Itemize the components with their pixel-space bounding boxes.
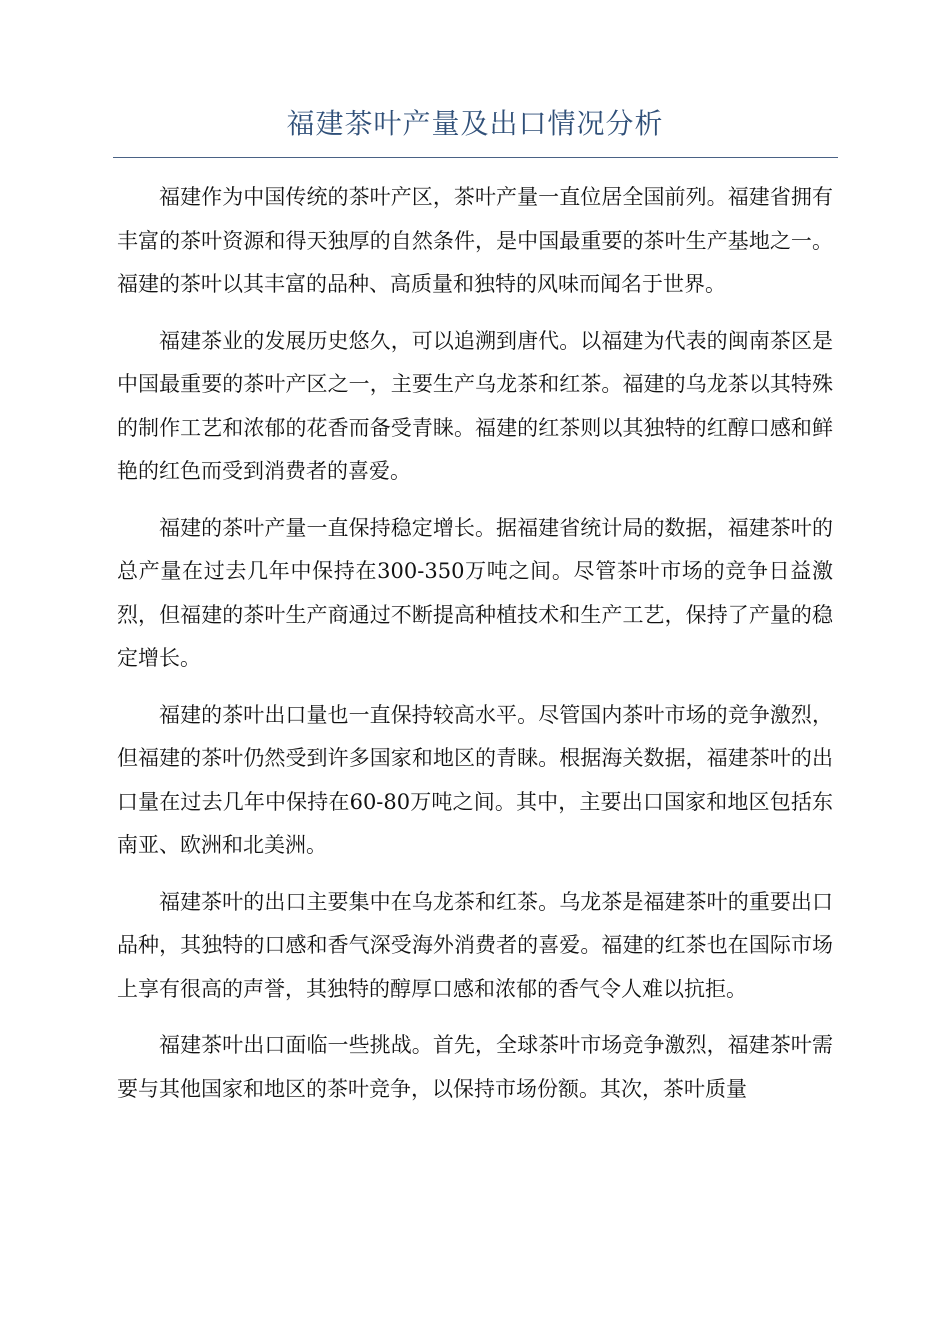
paragraph-6: 福建茶叶出口面临一些挑战。首先，全球茶叶市场竞争激烈，福建茶叶需要与其他国家和地区的茶叶竞争，以保持市场份额。其次，茶叶质量 <box>117 1033 833 1101</box>
paragraph-4: 福建的茶叶出口量也一直保持较高水平。尽管国内茶叶市场的竞争激烈，但福建的茶叶仍然受到许多国家和地区的青睐。根据海关数据，福建茶叶的出口量在过去几年中保持在60-80万吨之间。其中，主要出口国家和地区包括东南亚、欧洲和北美洲。 <box>117 702 833 857</box>
document-body <box>117 176 833 1124</box>
paragraph-2: 福建茶业的发展历史悠久，可以追溯到唐代。以福建为代表的闽南茶区是中国最重要的茶叶产区之一，主要生产乌龙茶和红茶。福建的乌龙茶以其特殊的制作工艺和浓郁的花香而备受青睐。福建的红茶则以其独特的红醇口感和鲜艳的红色而受到消费者的喜爱。 <box>117 328 833 483</box>
document-title: 福建茶叶产量及出口情况分析 <box>286 107 664 140</box>
paragraph-1: 福建作为中国传统的茶叶产区，茶叶产量一直位居全国前列。福建省拥有丰富的茶叶资源和得天独厚的自然条件，是中国最重要的茶叶生产基地之一。福建的茶叶以其丰富的品种、高质量和独特的风味而闻名于世界。 <box>117 185 833 296</box>
paragraph-5: 福建茶叶的出口主要集中在乌龙茶和红茶。乌龙茶是福建茶叶的重要出口品种，其独特的口感和香气深受海外消费者的喜爱。福建的红茶也在国际市场上享有很高的声誉，其独特的醇厚口感和浓郁的香气令人难以抗拒。 <box>117 889 833 1001</box>
title-divider <box>113 157 838 158</box>
paragraph-3: 福建的茶叶产量一直保持稳定增长。据福建省统计局的数据，福建茶叶的总产量在过去几年中保持在300-350万吨之间。尽管茶叶市场的竞争日益激烈，但福建的茶叶生产商通过不断提高种植技术和生产工艺，保持了产量的稳定增长。 <box>117 515 833 670</box>
